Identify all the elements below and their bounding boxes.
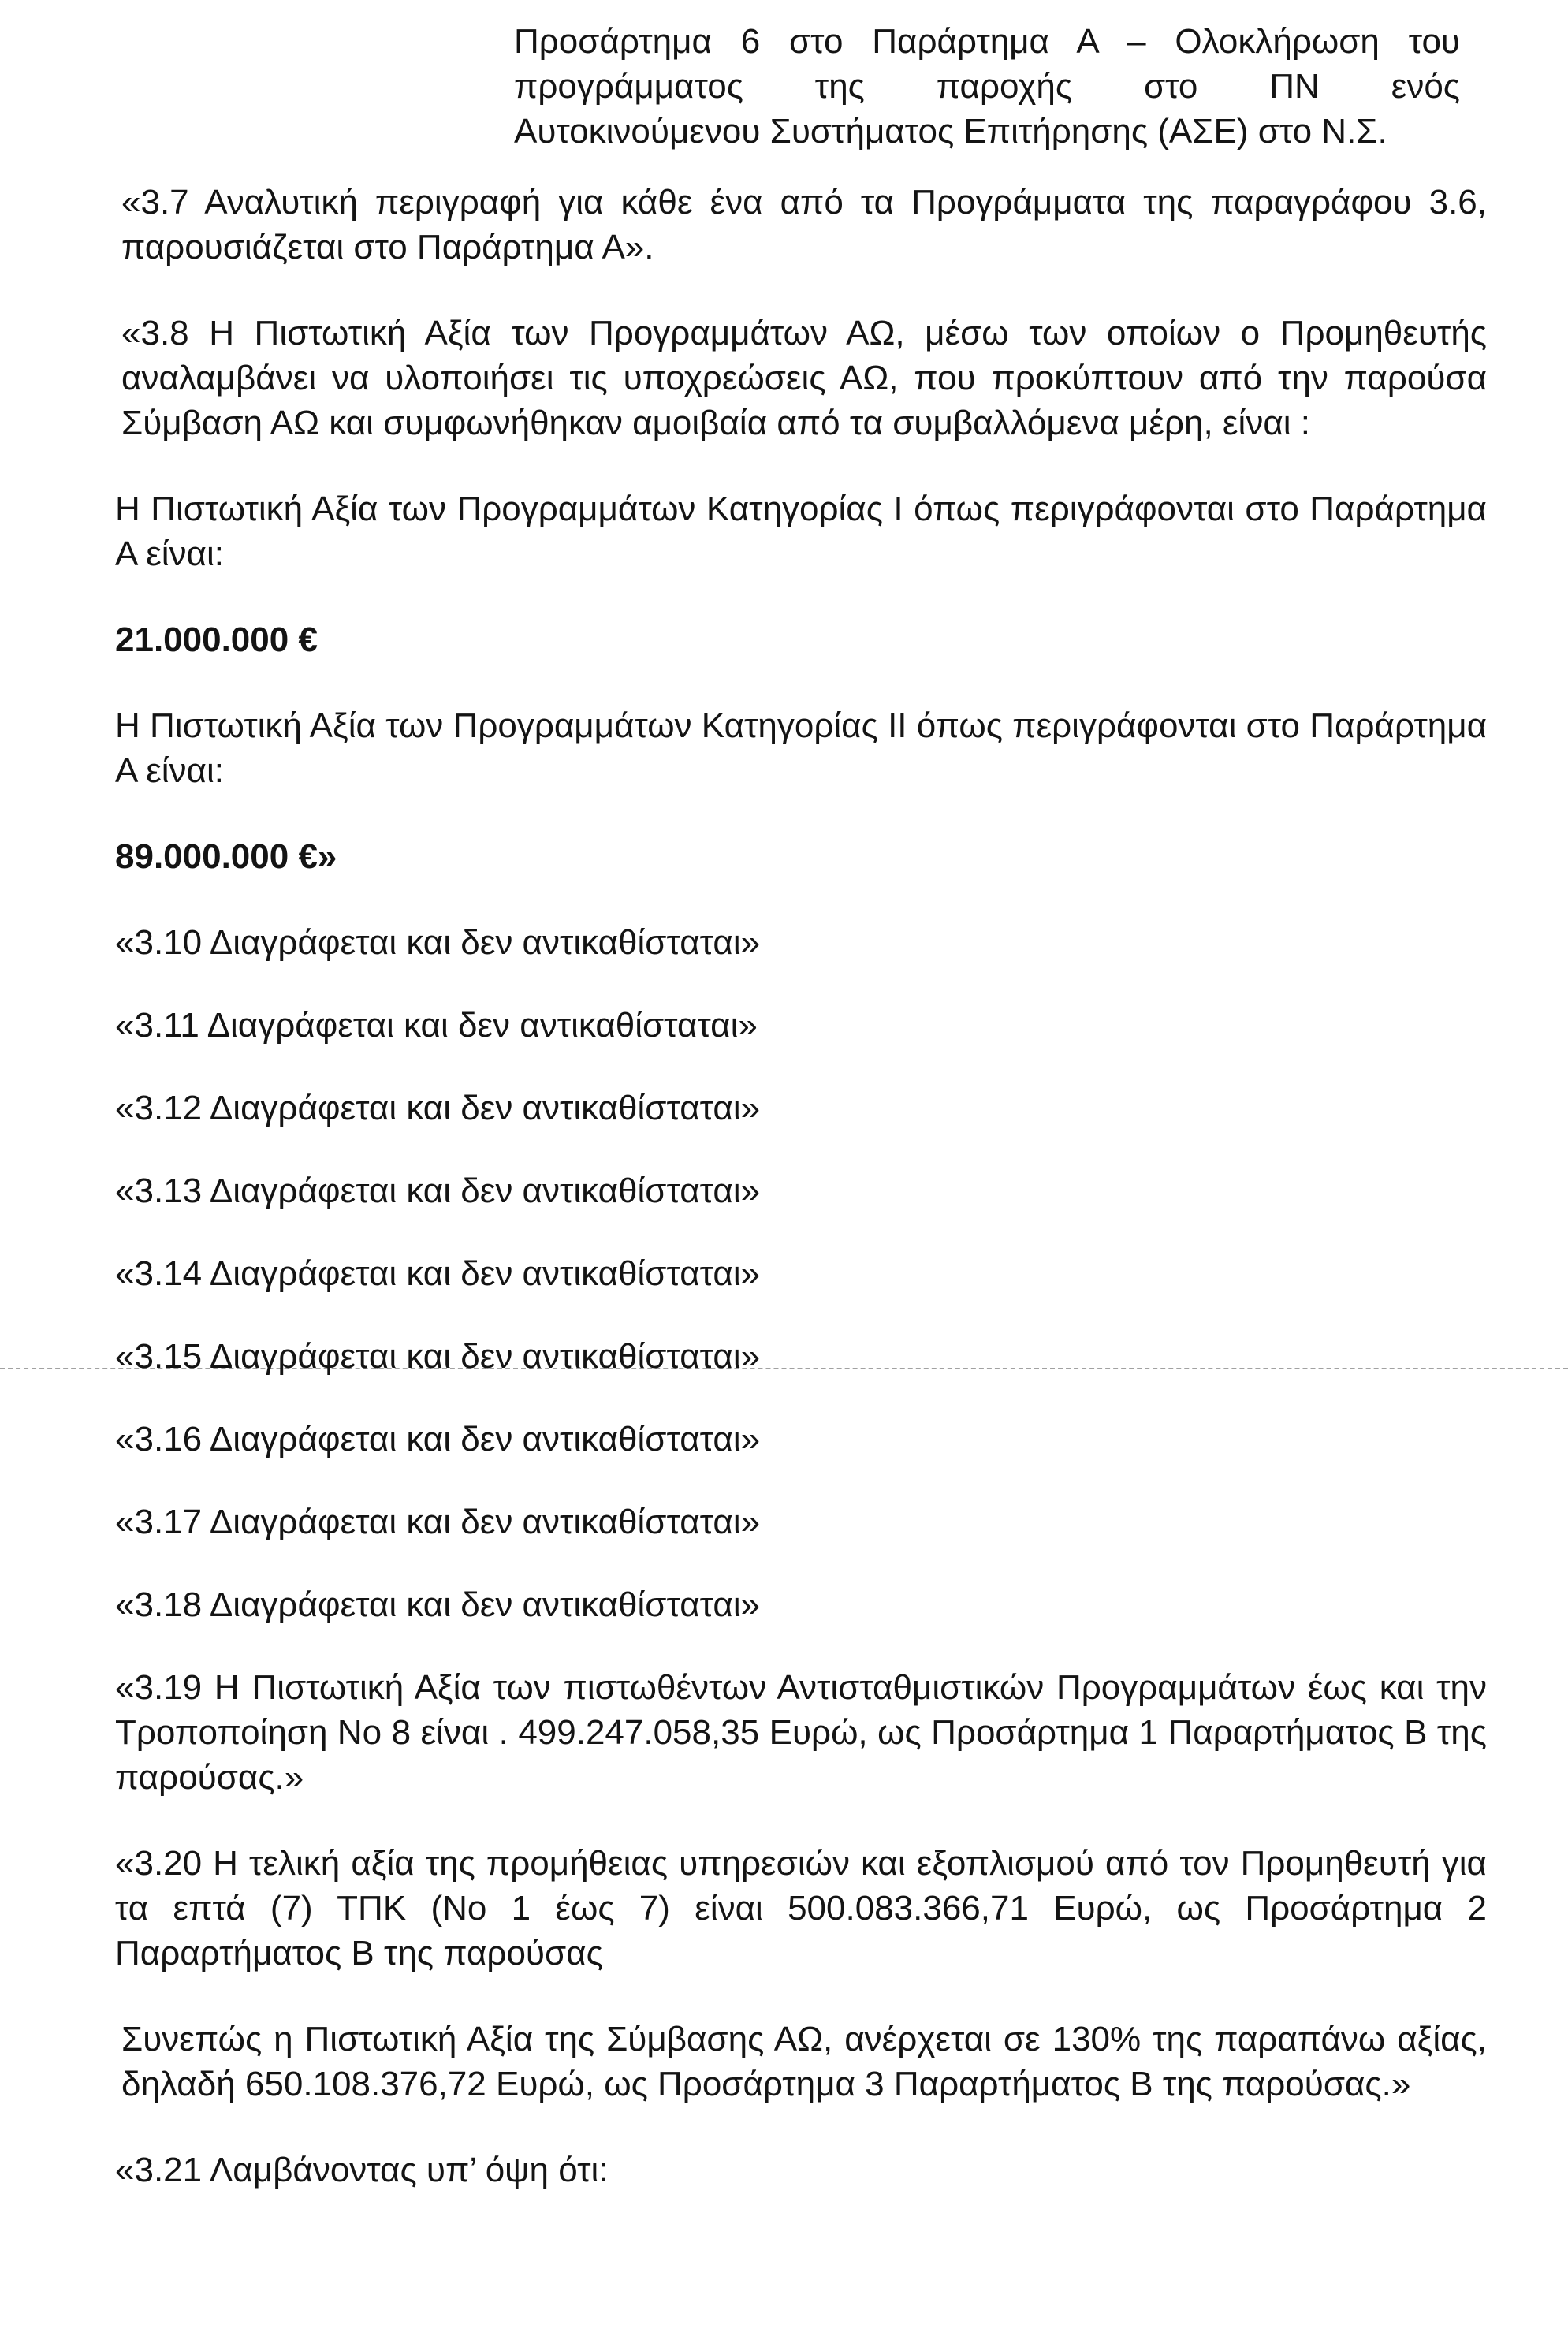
paragraph-category-2: Η Πιστωτική Αξία των Προγραμμάτων Κατηγορίας ΙΙ όπως περιγράφονται στο Παράρτημα Α είναι:: [115, 706, 1487, 790]
amount-category-2: 89.000.000 €»: [115, 837, 337, 876]
paragraph-3-18: «3.18 Διαγράφεται και δεν αντικαθίσταται»: [115, 1585, 761, 1624]
paragraph-3-19: «3.19 Η Πιστωτική Αξία των πιστωθέντων Αντισταθμιστικών Προγραμμάτων έως και την Τροποποίηση Νο 8 είναι . 499.247.058,35 Ευρώ, ως Προσάρτημα 1 Παραρτήματος Β της παρούσας.»: [115, 1668, 1487, 1797]
header-line: Αυτοκινούμενου Συστήματος Επιτήρησης (ΑΣΕ) στο Ν.Σ.: [514, 112, 1387, 151]
paragraph-credit-value: Συνεπώς η Πιστωτική Αξία της Σύμβασης ΑΩ, ανέρχεται σε 130% της παραπάνω αξίας, δηλαδή 650.108.376,72 Ευρώ, ως Προσάρτημα 3 Παραρτήματος Β της παρούσας.»: [121, 2020, 1487, 2103]
paragraph-3-7: «3.7 Αναλυτική περιγραφή για κάθε ένα από τα Προγράμματα της παραγράφου 3.6, παρουσιάζεται στο Παράρτημα Α».: [121, 183, 1487, 266]
header-line: προγράμματος της παροχής στο ΠΝ ενός: [514, 67, 1460, 106]
paragraph-category-1: Η Πιστωτική Αξία των Προγραμμάτων Κατηγορίας Ι όπως περιγράφονται στο Παράρτημα Α είναι:: [115, 490, 1487, 573]
paragraph-3-15: «3.15 Διαγράφεται και δεν αντικαθίσταται»: [115, 1337, 761, 1376]
paragraph-3-20: «3.20 Η τελική αξία της προμήθειας υπηρεσιών και εξοπλισμού από τον Προμηθευτή για τα επτά (7) ΤΠΚ (Νο 1 έως 7) είναι 500.083.366,71 Ευρώ, ως Προσάρτημα 2 Παραρτήματος Β της παρούσας: [115, 1844, 1487, 1973]
paragraph-3-12: «3.12 Διαγράφεται και δεν αντικαθίσταται»: [115, 1089, 761, 1127]
paragraph-3-13: «3.13 Διαγράφεται και δεν αντικαθίσταται»: [115, 1172, 761, 1210]
paragraph-3-21: «3.21 Λαμβάνοντας υπ’ όψη ότι:: [115, 2151, 609, 2189]
document-header: [514, 19, 1460, 154]
paragraph-3-8: «3.8 Η Πιστωτική Αξία των Προγραμμάτων ΑΩ, μέσω των οποίων ο Προμηθευτής αναλαμβάνει να υλοποιήσει τις υποχρεώσεις ΑΩ, που προκύπτουν από την παρούσα Σύμβαση ΑΩ και συμφωνήθηκαν αμοιβαία από τα συμβαλλόμενα μέρη, είναι :: [121, 314, 1487, 442]
paragraph-3-17: «3.17 Διαγράφεται και δεν αντικαθίσταται»: [115, 1503, 761, 1541]
paragraph-3-10: «3.10 Διαγράφεται και δεν αντικαθίσταται»: [115, 923, 761, 962]
document-body: [115, 180, 1487, 2233]
amount-category-1: 21.000.000 €: [115, 620, 318, 659]
paragraph-3-16: «3.16 Διαγράφεται και δεν αντικαθίσταται»: [115, 1420, 761, 1458]
paragraph-3-11: «3.11 Διαγράφεται και δεν αντικαθίσταται»: [115, 1006, 758, 1045]
header-line: Προσάρτημα 6 στο Παράρτημα Α – Ολοκλήρωση του: [514, 22, 1460, 61]
paragraph-3-14: «3.14 Διαγράφεται και δεν αντικαθίσταται»: [115, 1254, 761, 1293]
